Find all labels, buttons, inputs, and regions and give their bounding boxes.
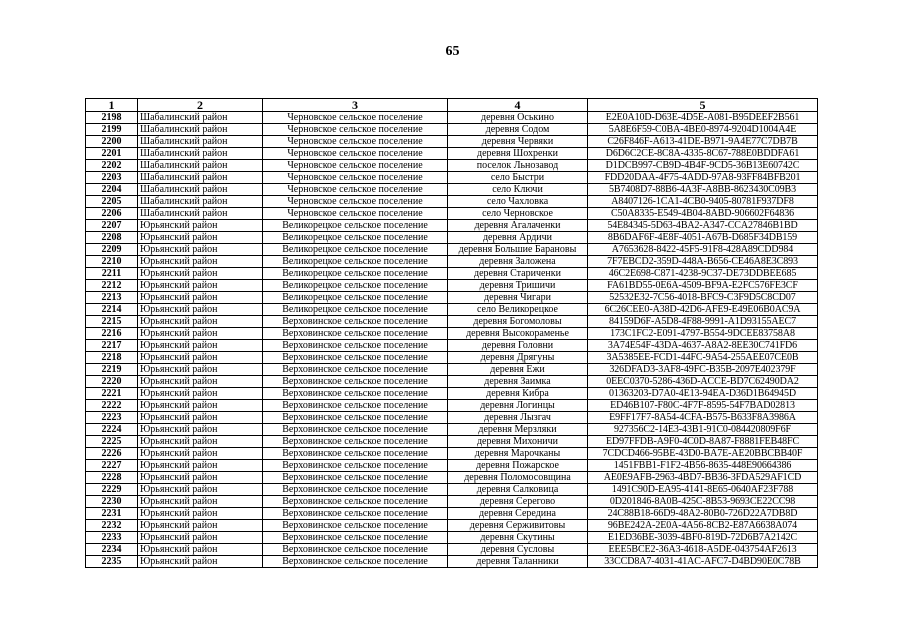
- cell-settlement: Верховинское сельское поселение: [263, 496, 448, 508]
- table-row: [86, 148, 818, 160]
- cell-locality: деревня Агалаченки: [448, 220, 588, 232]
- cell-row-number: 2205: [86, 196, 138, 208]
- cell-district: Юрьянский район: [138, 544, 263, 556]
- cell-guid: AE0E9AFB-2963-4BD7-BB36-3FDA529AF1CD: [588, 472, 818, 484]
- cell-locality: деревня Содом: [448, 124, 588, 136]
- page-number: 65: [445, 44, 460, 59]
- cell-settlement: Великорецкое сельское поселение: [263, 268, 448, 280]
- cell-district: Юрьянский район: [138, 388, 263, 400]
- table-row: [86, 532, 818, 544]
- cell-settlement: Великорецкое сельское поселение: [263, 256, 448, 268]
- cell-district: Юрьянский район: [138, 520, 263, 532]
- cell-settlement: Великорецкое сельское поселение: [263, 220, 448, 232]
- cell-row-number: 2202: [86, 160, 138, 172]
- table-row: [86, 424, 818, 436]
- cell-guid: D1DCB997-CB9D-4B4F-9CD5-36B13E60742C: [588, 160, 818, 172]
- cell-settlement: Черновское сельское поселение: [263, 136, 448, 148]
- cell-locality: деревня Серегово: [448, 496, 588, 508]
- cell-settlement: Верховинское сельское поселение: [263, 472, 448, 484]
- table-row: [86, 412, 818, 424]
- cell-settlement: Верховинское сельское поселение: [263, 316, 448, 328]
- cell-locality: деревня Богомоловы: [448, 316, 588, 328]
- cell-row-number: 2233: [86, 532, 138, 544]
- cell-guid: C26F846F-A613-41DE-B971-9A4E77C7DB7B: [588, 136, 818, 148]
- table-row: [86, 448, 818, 460]
- cell-guid: FDD20DAA-4F75-4ADD-97A8-93FF84BFB201: [588, 172, 818, 184]
- cell-guid: D6D6C2CE-8C8A-4335-8C67-788E0BDDFA61: [588, 148, 818, 160]
- cell-settlement: Великорецкое сельское поселение: [263, 304, 448, 316]
- settlements-table: [85, 98, 818, 568]
- cell-settlement: Верховинское сельское поселение: [263, 448, 448, 460]
- cell-district: Шабалинский район: [138, 208, 263, 220]
- cell-settlement: Верховинское сельское поселение: [263, 352, 448, 364]
- table-body: [86, 112, 818, 568]
- cell-locality: деревня Головни: [448, 340, 588, 352]
- cell-district: Юрьянский район: [138, 280, 263, 292]
- table-row: [86, 472, 818, 484]
- cell-guid: 0EEC0370-5286-436D-ACCE-BD7C62490DA2: [588, 376, 818, 388]
- cell-row-number: 2218: [86, 352, 138, 364]
- cell-row-number: 2210: [86, 256, 138, 268]
- cell-district: Юрьянский район: [138, 316, 263, 328]
- cell-settlement: Верховинское сельское поселение: [263, 376, 448, 388]
- table-row: [86, 112, 818, 124]
- cell-guid: 927356C2-14E3-43B1-91C0-084420809F6F: [588, 424, 818, 436]
- cell-guid: ED97FFDB-A9F0-4C0D-8A87-F8881FEB48FC: [588, 436, 818, 448]
- cell-row-number: 2216: [86, 328, 138, 340]
- cell-locality: деревня Серживитовы: [448, 520, 588, 532]
- table-row: [86, 364, 818, 376]
- cell-settlement: Верховинское сельское поселение: [263, 412, 448, 424]
- cell-row-number: 2225: [86, 436, 138, 448]
- cell-guid: 1491C90D-EA95-4141-8E65-0640AF23F788: [588, 484, 818, 496]
- table-row: [86, 268, 818, 280]
- table-row: [86, 340, 818, 352]
- cell-row-number: 2231: [86, 508, 138, 520]
- cell-guid: 7CDCD466-95BE-43D0-BA7E-AE20BBCBB40F: [588, 448, 818, 460]
- cell-row-number: 2235: [86, 556, 138, 568]
- table-row: [86, 508, 818, 520]
- cell-row-number: 2198: [86, 112, 138, 124]
- cell-guid: 326DFAD3-3AF8-49FC-B35B-2097E402379F: [588, 364, 818, 376]
- cell-settlement: Великорецкое сельское поселение: [263, 280, 448, 292]
- cell-settlement: Верховинское сельское поселение: [263, 556, 448, 568]
- cell-settlement: Черновское сельское поселение: [263, 196, 448, 208]
- table-row: [86, 436, 818, 448]
- cell-locality: деревня Середина: [448, 508, 588, 520]
- cell-row-number: 2215: [86, 316, 138, 328]
- table-row: [86, 220, 818, 232]
- cell-district: Шабалинский район: [138, 196, 263, 208]
- cell-district: Юрьянский район: [138, 232, 263, 244]
- cell-district: Юрьянский район: [138, 460, 263, 472]
- cell-locality: деревня Заимка: [448, 376, 588, 388]
- cell-locality: поселок Льнозавод: [448, 160, 588, 172]
- cell-district: Юрьянский район: [138, 220, 263, 232]
- cell-row-number: 2203: [86, 172, 138, 184]
- cell-settlement: Великорецкое сельское поселение: [263, 292, 448, 304]
- cell-guid: E2E0A10D-D63E-4D5E-A081-B95DEEF2B561: [588, 112, 818, 124]
- cell-row-number: 2220: [86, 376, 138, 388]
- cell-district: Шабалинский район: [138, 172, 263, 184]
- cell-row-number: 2223: [86, 412, 138, 424]
- cell-district: Юрьянский район: [138, 484, 263, 496]
- cell-district: Юрьянский район: [138, 340, 263, 352]
- cell-district: Юрьянский район: [138, 244, 263, 256]
- cell-settlement: Верховинское сельское поселение: [263, 340, 448, 352]
- cell-guid: 0D201846-8A0B-425C-8B53-9693CE22CC98: [588, 496, 818, 508]
- cell-district: Юрьянский район: [138, 400, 263, 412]
- column-header-guid: 5: [588, 99, 818, 112]
- cell-locality: деревня Шохренки: [448, 148, 588, 160]
- table-row: [86, 196, 818, 208]
- cell-guid: 5A8E6F59-C0BA-4BE0-8974-9204D1004A4E: [588, 124, 818, 136]
- column-header-number: 1: [86, 99, 138, 112]
- cell-locality: село Чахловка: [448, 196, 588, 208]
- cell-row-number: 2234: [86, 544, 138, 556]
- cell-district: Юрьянский район: [138, 532, 263, 544]
- cell-settlement: Верховинское сельское поселение: [263, 400, 448, 412]
- cell-district: Юрьянский район: [138, 256, 263, 268]
- column-header-settlement: 3: [263, 99, 448, 112]
- cell-locality: село Быстри: [448, 172, 588, 184]
- cell-district: Юрьянский район: [138, 508, 263, 520]
- cell-row-number: 2201: [86, 148, 138, 160]
- table-row: [86, 352, 818, 364]
- cell-settlement: Верховинское сельское поселение: [263, 508, 448, 520]
- cell-locality: деревня Высокораменье: [448, 328, 588, 340]
- cell-district: Шабалинский район: [138, 184, 263, 196]
- cell-locality: деревня Большие Барановы: [448, 244, 588, 256]
- cell-district: Юрьянский район: [138, 436, 263, 448]
- cell-guid: 5B7408D7-88B6-4A3F-A8BB-8623430C09B3: [588, 184, 818, 196]
- cell-locality: деревня Ардичи: [448, 232, 588, 244]
- cell-settlement: Верховинское сельское поселение: [263, 544, 448, 556]
- table-row: [86, 376, 818, 388]
- cell-guid: 52532E32-7C56-4018-BFC9-C3F9D5C8CD07: [588, 292, 818, 304]
- cell-guid: 173C1FC2-E091-4797-B554-9DCEE83758A8: [588, 328, 818, 340]
- table-header-row: [86, 99, 818, 112]
- cell-locality: деревня Пожарское: [448, 460, 588, 472]
- cell-guid: A7653628-8422-45F5-91F8-428A89CDD984: [588, 244, 818, 256]
- cell-locality: село Ключи: [448, 184, 588, 196]
- cell-district: Юрьянский район: [138, 292, 263, 304]
- cell-locality: деревня Поломосовщина: [448, 472, 588, 484]
- cell-locality: село Великорецкое: [448, 304, 588, 316]
- cell-settlement: Черновское сельское поселение: [263, 172, 448, 184]
- cell-guid: 6C26CEE0-A38D-42D6-AFE9-E49E06B0AC9A: [588, 304, 818, 316]
- table-row: [86, 520, 818, 532]
- cell-row-number: 2207: [86, 220, 138, 232]
- cell-row-number: 2221: [86, 388, 138, 400]
- table-row: [86, 388, 818, 400]
- cell-row-number: 2219: [86, 364, 138, 376]
- cell-guid: 3A74E54F-43DA-4637-A8A2-8EE30C741FD6: [588, 340, 818, 352]
- cell-settlement: Черновское сельское поселение: [263, 184, 448, 196]
- cell-settlement: Великорецкое сельское поселение: [263, 232, 448, 244]
- cell-row-number: 2211: [86, 268, 138, 280]
- cell-locality: деревня Дрягуны: [448, 352, 588, 364]
- cell-guid: 3A5385EE-FCD1-44FC-9A54-255AEE07CE0B: [588, 352, 818, 364]
- cell-locality: деревня Чигари: [448, 292, 588, 304]
- cell-locality: деревня Мерзляки: [448, 424, 588, 436]
- cell-locality: деревня Сусловы: [448, 544, 588, 556]
- table-row: [86, 160, 818, 172]
- cell-district: Шабалинский район: [138, 148, 263, 160]
- cell-district: Юрьянский район: [138, 268, 263, 280]
- cell-guid: C50A8335-E549-4B04-8ABD-906602F64836: [588, 208, 818, 220]
- column-header-district: 2: [138, 99, 263, 112]
- cell-row-number: 2213: [86, 292, 138, 304]
- cell-locality: деревня Стариченки: [448, 268, 588, 280]
- table-row: [86, 556, 818, 568]
- cell-district: Юрьянский район: [138, 352, 263, 364]
- cell-guid: 46C2E698-C871-4238-9C37-DE73DDBEE685: [588, 268, 818, 280]
- cell-locality: деревня Лызгач: [448, 412, 588, 424]
- table-row: [86, 280, 818, 292]
- cell-locality: деревня Скутины: [448, 532, 588, 544]
- cell-row-number: 2209: [86, 244, 138, 256]
- cell-locality: деревня Оськино: [448, 112, 588, 124]
- cell-settlement: Черновское сельское поселение: [263, 208, 448, 220]
- cell-row-number: 2199: [86, 124, 138, 136]
- cell-row-number: 2217: [86, 340, 138, 352]
- cell-row-number: 2230: [86, 496, 138, 508]
- cell-row-number: 2212: [86, 280, 138, 292]
- cell-district: Юрьянский район: [138, 472, 263, 484]
- cell-row-number: 2227: [86, 460, 138, 472]
- table-row: [86, 244, 818, 256]
- table-row: [86, 124, 818, 136]
- cell-row-number: 2229: [86, 484, 138, 496]
- cell-locality: деревня Марочканы: [448, 448, 588, 460]
- cell-district: Шабалинский район: [138, 112, 263, 124]
- table-row: [86, 328, 818, 340]
- table-row: [86, 484, 818, 496]
- cell-guid: 54E84345-5D63-4BA2-A347-CCA27846B1BD: [588, 220, 818, 232]
- cell-guid: 1451FBB1-F1F2-4B56-8635-448E90664386: [588, 460, 818, 472]
- cell-row-number: 2232: [86, 520, 138, 532]
- table-row: [86, 544, 818, 556]
- cell-row-number: 2208: [86, 232, 138, 244]
- cell-locality: село Черновское: [448, 208, 588, 220]
- table-row: [86, 304, 818, 316]
- cell-district: Шабалинский район: [138, 124, 263, 136]
- cell-guid: 8B6DAF6F-4E8F-4051-A67B-D685F34DB159: [588, 232, 818, 244]
- cell-locality: деревня Михоничи: [448, 436, 588, 448]
- cell-guid: 7F7EBCD2-359D-448A-B656-CE46A8E3C893: [588, 256, 818, 268]
- cell-locality: деревня Ежи: [448, 364, 588, 376]
- table-row: [86, 184, 818, 196]
- cell-guid: A8407126-1CA1-4CB0-9405-80781F937DF8: [588, 196, 818, 208]
- table-row: [86, 460, 818, 472]
- cell-row-number: 2214: [86, 304, 138, 316]
- table-row: [86, 316, 818, 328]
- cell-district: Шабалинский район: [138, 136, 263, 148]
- cell-row-number: 2226: [86, 448, 138, 460]
- cell-guid: 01363203-D7A0-4E13-94EA-D36D1B64945D: [588, 388, 818, 400]
- cell-settlement: Верховинское сельское поселение: [263, 436, 448, 448]
- table-row: [86, 172, 818, 184]
- cell-district: Юрьянский район: [138, 556, 263, 568]
- cell-row-number: 2224: [86, 424, 138, 436]
- cell-settlement: Черновское сельское поселение: [263, 112, 448, 124]
- cell-settlement: Черновское сельское поселение: [263, 124, 448, 136]
- cell-settlement: Верховинское сельское поселение: [263, 520, 448, 532]
- cell-district: Юрьянский район: [138, 328, 263, 340]
- table-row: [86, 136, 818, 148]
- cell-locality: деревня Кибра: [448, 388, 588, 400]
- cell-settlement: Верховинское сельское поселение: [263, 532, 448, 544]
- cell-district: Юрьянский район: [138, 364, 263, 376]
- cell-settlement: Верховинское сельское поселение: [263, 364, 448, 376]
- table-row: [86, 232, 818, 244]
- table-row: [86, 256, 818, 268]
- cell-settlement: Верховинское сельское поселение: [263, 424, 448, 436]
- cell-row-number: 2228: [86, 472, 138, 484]
- table-row: [86, 400, 818, 412]
- table-row: [86, 208, 818, 220]
- cell-district: Юрьянский район: [138, 424, 263, 436]
- cell-district: Шабалинский район: [138, 160, 263, 172]
- cell-locality: деревня Тришичи: [448, 280, 588, 292]
- cell-guid: 84159D6F-A5D8-4F88-9991-A1D93155AEC7: [588, 316, 818, 328]
- cell-guid: 24C88B18-66D9-48A2-80B0-726D22A7DB8D: [588, 508, 818, 520]
- cell-guid: ED46B107-F80C-4F7F-8595-54F7BAD02813: [588, 400, 818, 412]
- cell-guid: 33CCD8A7-4031-41AC-AFC7-D4BD90E0C78B: [588, 556, 818, 568]
- cell-guid: FA61BD55-0E6A-4509-BF9A-E2FC576FE3CF: [588, 280, 818, 292]
- column-header-locality: 4: [448, 99, 588, 112]
- table-row: [86, 292, 818, 304]
- cell-guid: E1ED36BE-3039-4BF0-819D-72D6B7A2142C: [588, 532, 818, 544]
- cell-settlement: Верховинское сельское поселение: [263, 328, 448, 340]
- cell-locality: деревня Червяки: [448, 136, 588, 148]
- cell-row-number: 2204: [86, 184, 138, 196]
- cell-settlement: Верховинское сельское поселение: [263, 484, 448, 496]
- cell-locality: деревня Логинцы: [448, 400, 588, 412]
- cell-guid: 96BE242A-2E0A-4A56-8CB2-E87A6638A074: [588, 520, 818, 532]
- cell-row-number: 2206: [86, 208, 138, 220]
- cell-settlement: Верховинское сельское поселение: [263, 460, 448, 472]
- cell-settlement: Великорецкое сельское поселение: [263, 244, 448, 256]
- cell-row-number: 2222: [86, 400, 138, 412]
- cell-locality: деревня Заложена: [448, 256, 588, 268]
- cell-district: Юрьянский район: [138, 412, 263, 424]
- cell-settlement: Черновское сельское поселение: [263, 160, 448, 172]
- cell-row-number: 2200: [86, 136, 138, 148]
- cell-district: Юрьянский район: [138, 376, 263, 388]
- table-row: [86, 496, 818, 508]
- cell-district: Юрьянский район: [138, 304, 263, 316]
- cell-guid: EEE5BCE2-36A3-4618-A5DE-043754AF2613: [588, 544, 818, 556]
- cell-settlement: Черновское сельское поселение: [263, 148, 448, 160]
- cell-locality: деревня Салковица: [448, 484, 588, 496]
- cell-district: Юрьянский район: [138, 496, 263, 508]
- cell-district: Юрьянский район: [138, 448, 263, 460]
- cell-settlement: Верховинское сельское поселение: [263, 388, 448, 400]
- cell-guid: E9FF17F7-8A54-4CFA-B575-B633F8A3986A: [588, 412, 818, 424]
- cell-locality: деревня Таланники: [448, 556, 588, 568]
